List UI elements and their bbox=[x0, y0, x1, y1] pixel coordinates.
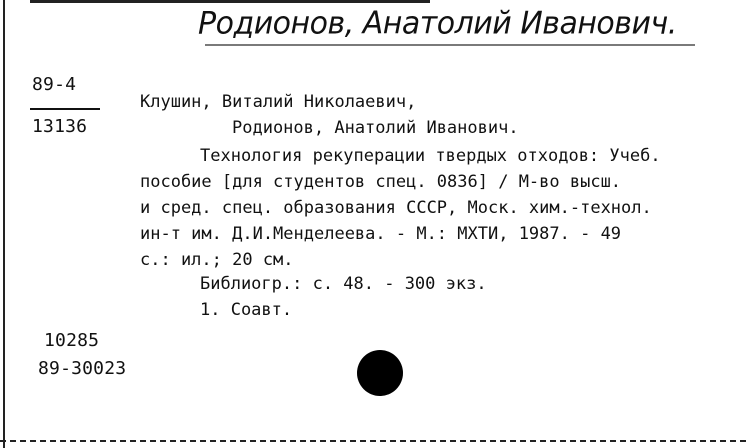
body-line: ин-т им. Д.И.Менделеева. - М.: МХТИ, 1987. - 49 bbox=[140, 224, 622, 244]
bibliography-line: Библиогр.: с. 48. - 300 экз. bbox=[200, 274, 487, 294]
coauthor-line: Родионов, Анатолий Иванович. bbox=[232, 118, 519, 138]
body-line: с.: ил.; 20 см. bbox=[140, 250, 294, 270]
subject-line: 1. Соавт. bbox=[200, 300, 293, 320]
author-line: Клушин, Виталий Николаевич, bbox=[140, 92, 417, 112]
body-line: и сред. спец. образования СССР, Моск. хим.-технол. bbox=[140, 198, 652, 218]
handwritten-heading: Родионов, Анатолий Иванович. bbox=[198, 5, 677, 42]
body-line: пособие [для студентов спец. 0836] / М-во высш. bbox=[140, 172, 622, 192]
shelf-mark-bottom: 13136 bbox=[32, 116, 88, 137]
punch-hole bbox=[357, 350, 403, 396]
shelf-mark-top: 89-4 bbox=[32, 74, 77, 95]
body-line: Технология рекуперации твердых отходов: Учеб. bbox=[200, 146, 661, 166]
card-bottom-edge bbox=[0, 440, 750, 442]
card-top-edge bbox=[30, 0, 430, 3]
inventory-number-top: 10285 bbox=[44, 330, 100, 351]
inventory-number-bottom: 89-30023 bbox=[38, 358, 127, 379]
heading-underline bbox=[205, 44, 695, 46]
card-left-edge bbox=[3, 0, 5, 448]
shelf-mark-divider bbox=[30, 108, 100, 110]
